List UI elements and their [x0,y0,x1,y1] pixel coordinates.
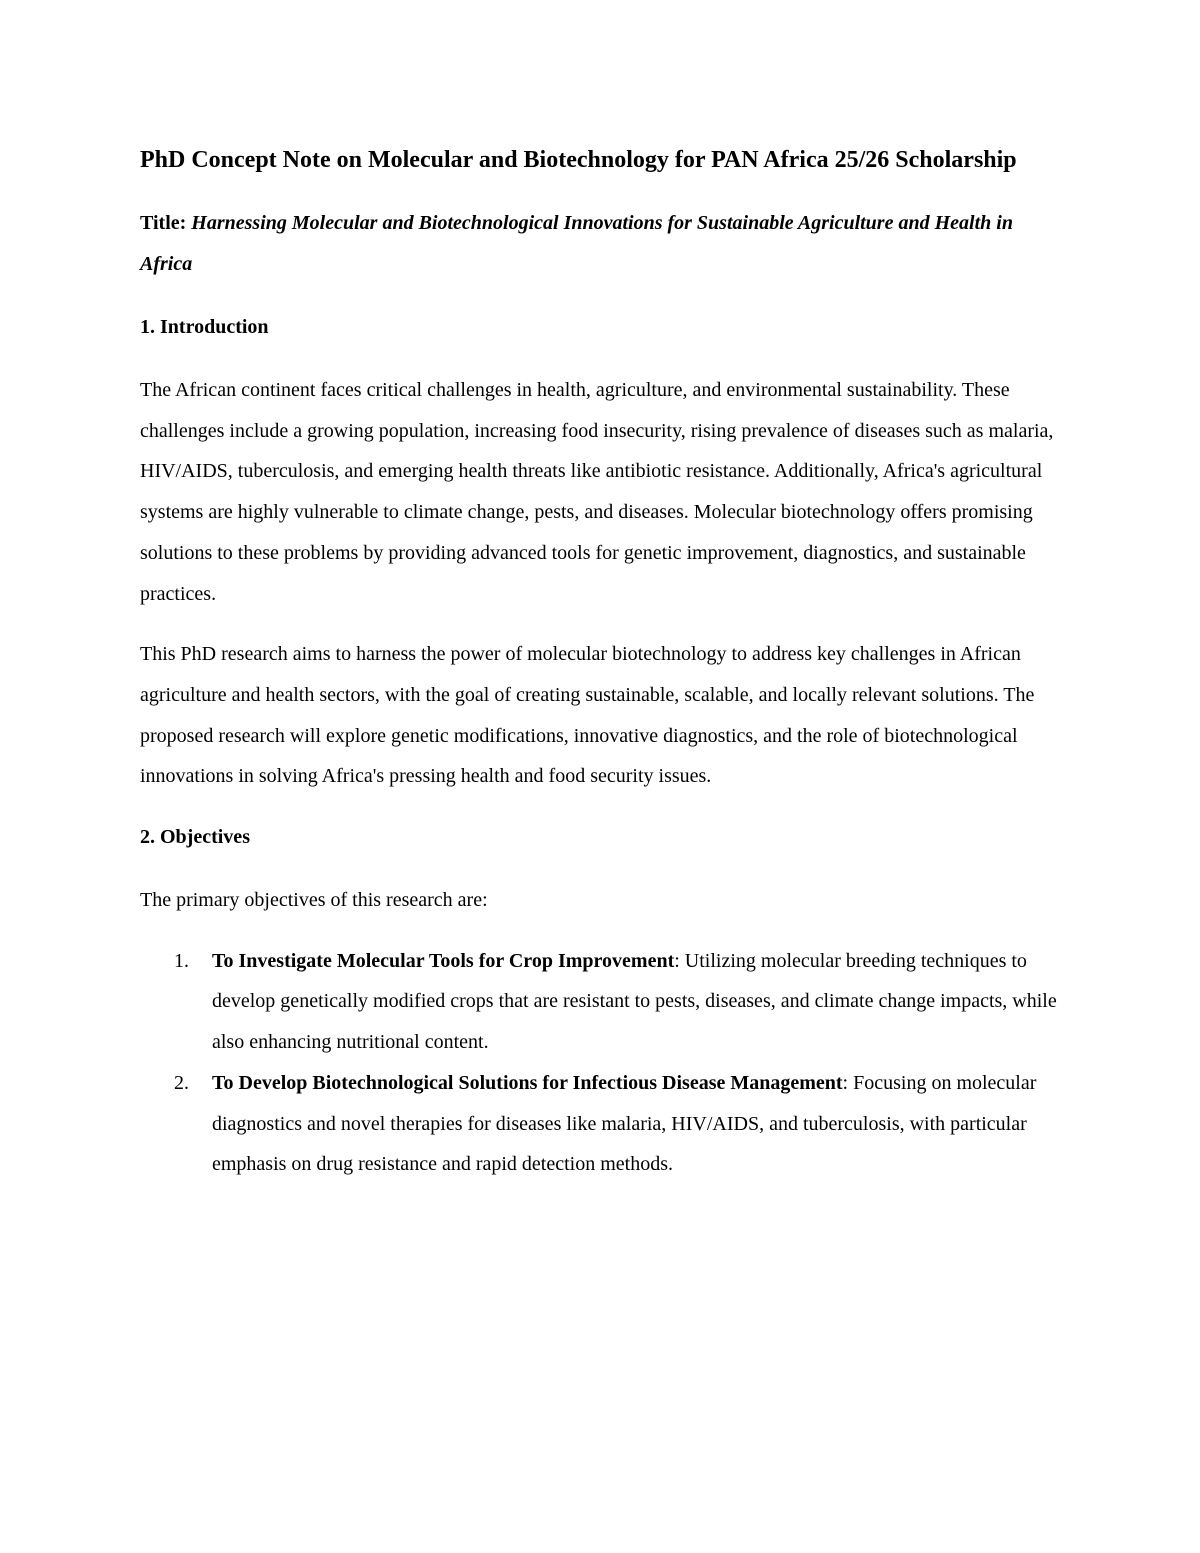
objective-heading: To Investigate Molecular Tools for Crop Improvement [212,949,675,972]
objective-number: 2. [174,1071,189,1094]
research-title-label: Title: [140,212,187,234]
document-title: PhD Concept Note on Molecular and Biotechnology for PAN Africa 25/26 Scholarship [140,147,1017,173]
objective-heading: To Develop Biotechnological Solutions for Infectious Disease Management [212,1071,843,1094]
objectives-list [140,941,1060,1185]
objectives-heading: 2. Objectives [140,826,250,849]
objective-text: : Focusing on molecular diagnostics and novel therapies for diseases like malaria, HIV/AIDS, and tuberculosis, with particular emphasis on drug resistance and rapid detection methods. [212,1071,1037,1176]
introduction-paragraph-1: The African continent faces critical challenges in health, agriculture, and environmental sustainability. These challenges include a growing population, increasing food insecurity, rising prevalence of diseases such as malaria, HIV/AIDS, tuberculosis, and emerging health threats like antibiotic resistance. Additionally, Africa's agricultural systems are highly vulnerable to climate change, pests, and diseases. Molecular biotechnology offers promising solutions to these problems by providing advanced tools for genetic improvement, diagnostics, and sustainable practices. [140,379,1054,605]
objectives-intro: The primary objectives of this research are: [140,889,488,912]
introduction-paragraph-2: This PhD research aims to harness the power of molecular biotechnology to address key challenges in African agriculture and health sectors, with the goal of creating sustainable, scalable, and locally relevant solutions. The proposed research will explore genetic modifications, innovative diagnostics, and the role of biotechnological innovations in solving Africa's pressing health and food security issues. [140,643,1035,788]
objective-item [140,941,1060,1063]
objective-item [140,1063,1060,1185]
objective-number: 1. [174,949,189,972]
introduction-heading: 1. Introduction [140,316,269,338]
objective-text: : Utilizing molecular breeding techniques to develop genetically modified crops that are resistant to pests, diseases, and climate change impacts, while also enhancing nutritional content. [212,949,1057,1054]
research-title-value: Harnessing Molecular and Biotechnological Innovations for Sustainable Agriculture and Health in Africa [140,212,1013,275]
research-title [140,203,1060,285]
